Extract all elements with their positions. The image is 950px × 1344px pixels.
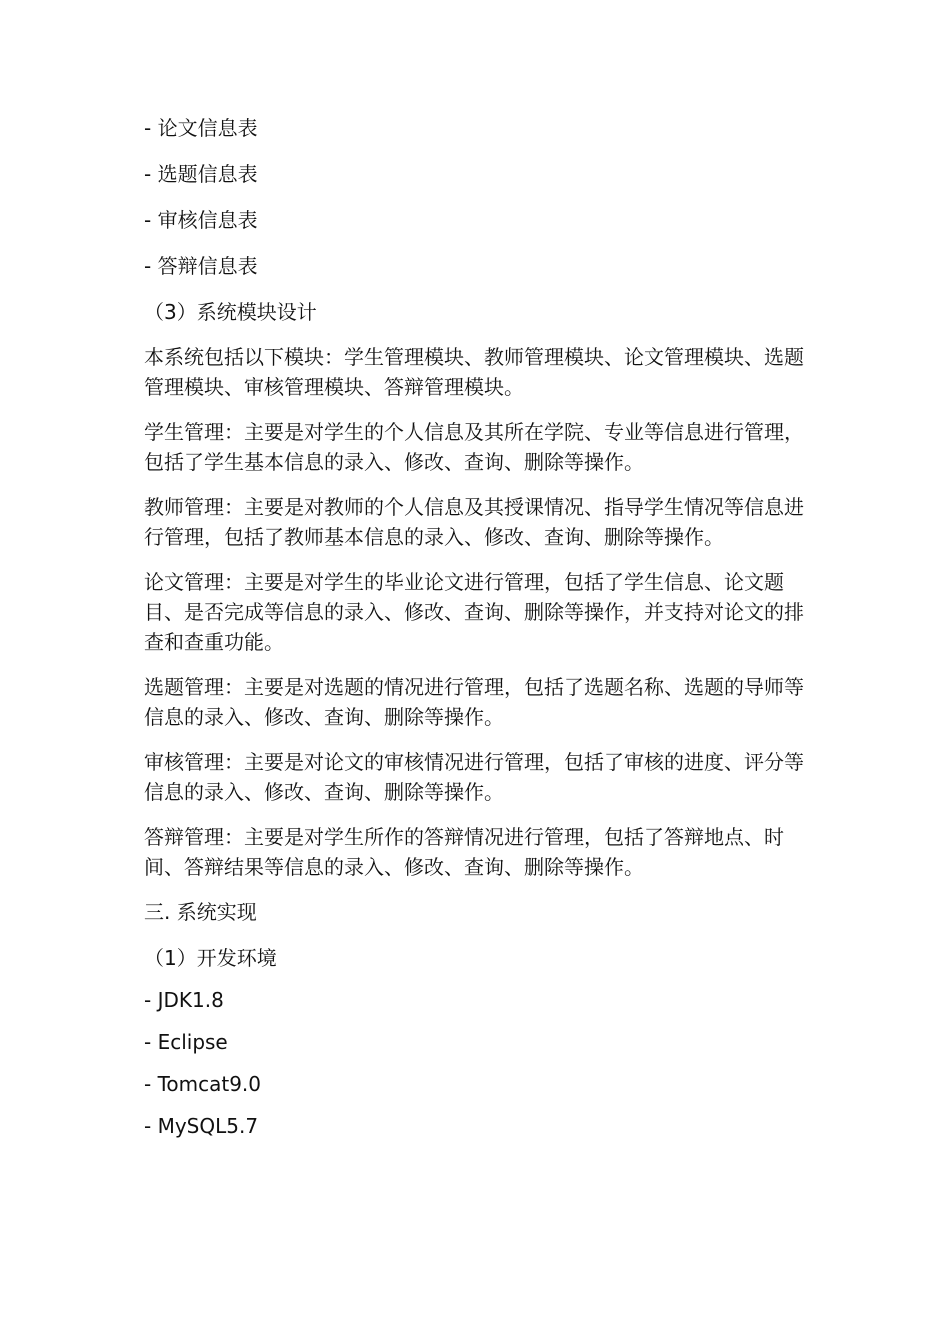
list-item-topic-table: - 选题信息表 — [144, 162, 258, 186]
list-item-tomcat: - Tomcat9.0 — [144, 1072, 262, 1096]
paragraph-review-management: 审核管理：主要是对论文的审核情况进行管理，包括了审核的进度、评分等信息的录入、修改、查询、删除等操作。 — [144, 750, 804, 804]
section-heading-dev-environment: （1）开发环境 — [144, 946, 277, 970]
paragraph-thesis-management: 论文管理：主要是对学生的毕业论文进行管理，包括了学生信息、论文题目、是否完成等信息的录入、修改、查询、删除等操作，并支持对论文的排查和查重功能。 — [144, 570, 804, 654]
paragraph-student-management: 学生管理：主要是对学生的个人信息及其所在学院、专业等信息进行管理，包括了学生基本信息的录入、修改、查询、删除等操作。 — [144, 420, 804, 474]
list-item-review-table: - 审核信息表 — [144, 208, 258, 232]
document-page — [144, 113, 808, 1141]
paragraph-topic-management: 选题管理：主要是对选题的情况进行管理，包括了选题名称、选题的导师等信息的录入、修改、查询、删除等操作。 — [144, 675, 804, 729]
list-item-mysql: - MySQL5.7 — [144, 1114, 259, 1138]
list-item-defense-table: - 答辩信息表 — [144, 254, 258, 278]
paragraph-defense-management: 答辩管理：主要是对学生所作的答辩情况进行管理，包括了答辩地点、时间、答辩结果等信息的录入、修改、查询、删除等操作。 — [144, 825, 784, 879]
section-heading-module-design: （3）系统模块设计 — [144, 300, 317, 324]
list-item-eclipse: - Eclipse — [144, 1030, 228, 1054]
list-item-thesis-table: - 论文信息表 — [144, 116, 258, 140]
list-item-jdk: - JDK1.8 — [144, 988, 224, 1012]
paragraph-teacher-management: 教师管理：主要是对教师的个人信息及其授课情况、指导学生情况等信息进行管理，包括了教师基本信息的录入、修改、查询、删除等操作。 — [144, 495, 804, 549]
paragraph-modules-intro: 本系统包括以下模块：学生管理模块、教师管理模块、论文管理模块、选题管理模块、审核管理模块、答辩管理模块。 — [144, 345, 804, 399]
section-heading-implementation: 三. 系统实现 — [144, 900, 257, 924]
